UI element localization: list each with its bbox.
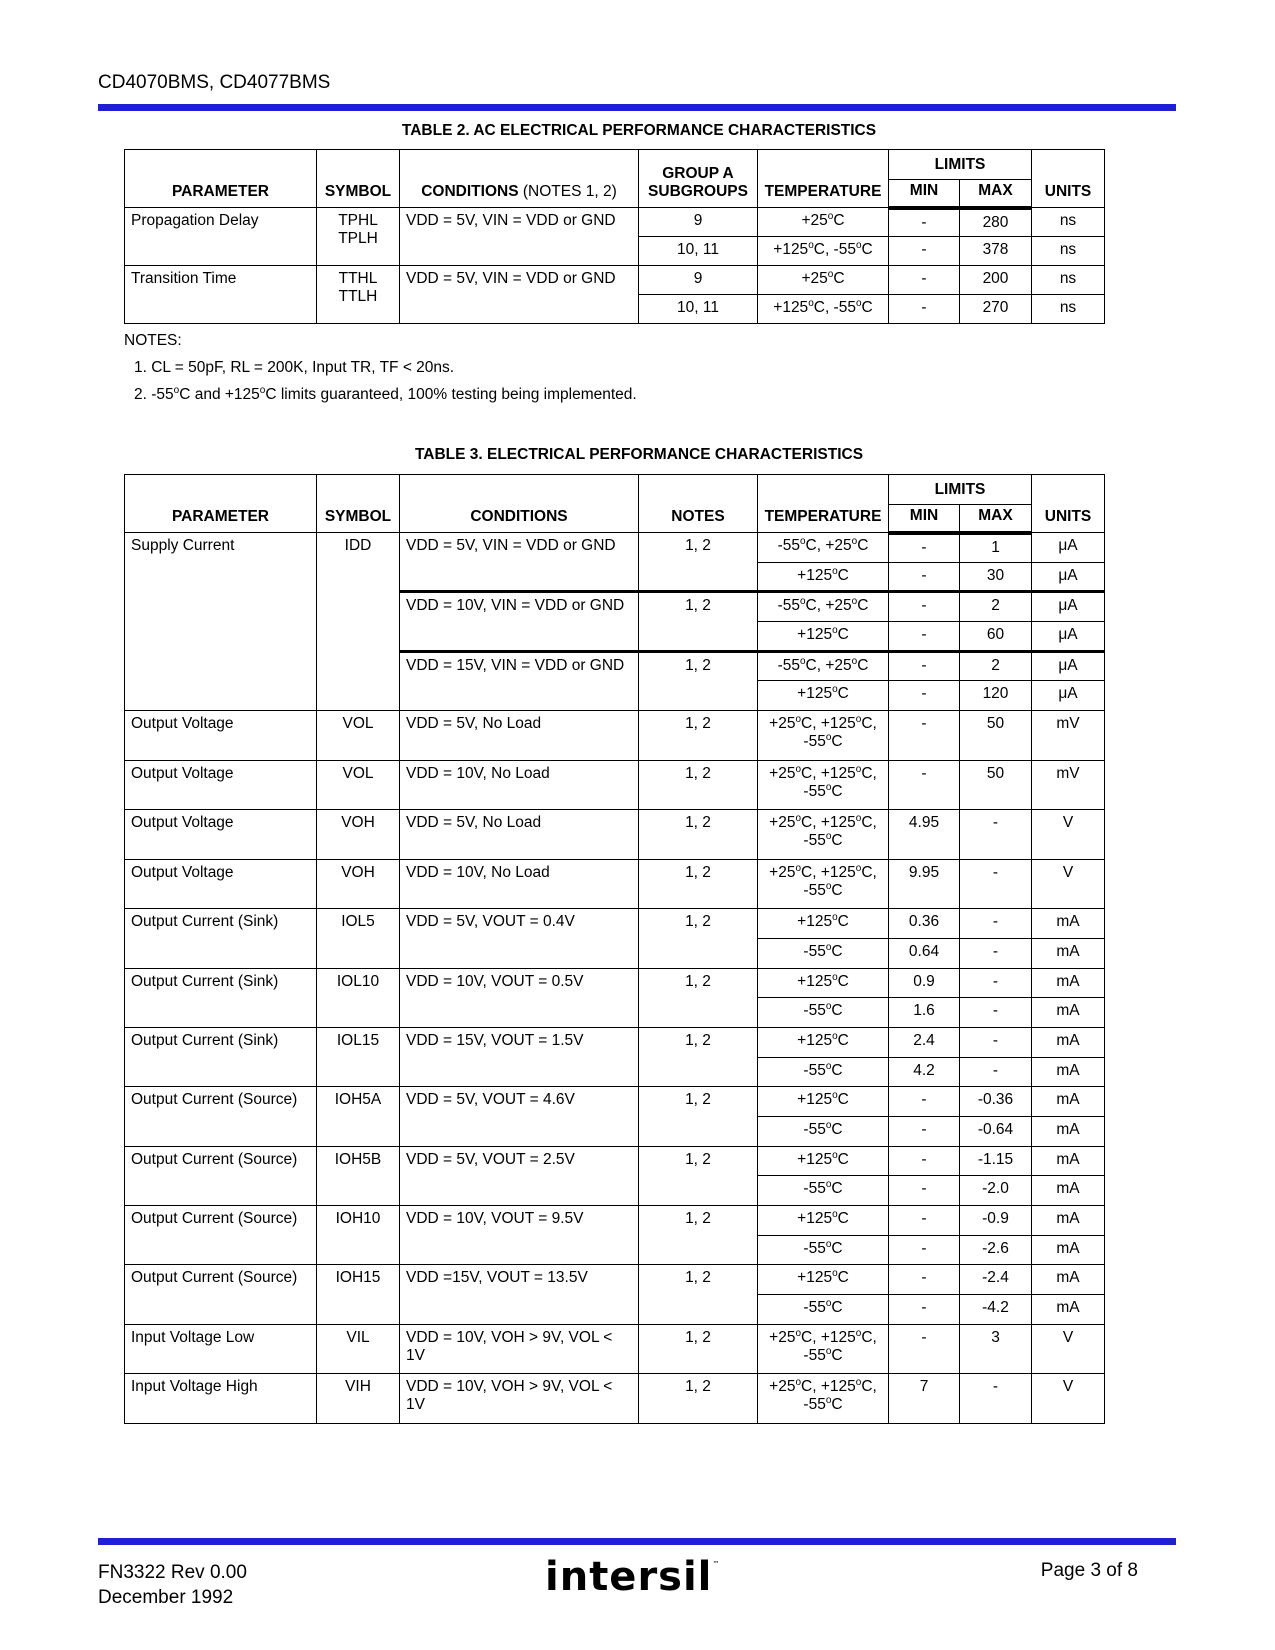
notes-cell: 1, 2 <box>639 1265 758 1324</box>
table3-header-min: MIN <box>889 505 960 533</box>
table2-header-temperature: TEMPERATURE <box>758 150 889 208</box>
units-cell: mA <box>1032 998 1105 1028</box>
footer-doc-number: FN3322 Rev 0.00 <box>98 1562 247 1583</box>
temperature-cell: $+25^oC$, $+125^oC$, -55$^o$C <box>758 859 889 909</box>
max-cell: 1 <box>960 533 1032 563</box>
min-cell: - <box>889 1206 960 1236</box>
symbol-cell: VOH <box>317 859 400 909</box>
units-cell: V <box>1032 1324 1105 1374</box>
temperature-cell: -55$^o$C <box>758 1176 889 1206</box>
temperature-cell: $+25^oC$, $+125^oC$, -55$^o$C <box>758 1374 889 1424</box>
notes-cell: 1, 2 <box>639 1146 758 1205</box>
table3-row <box>125 1265 1105 1295</box>
units-cell: mA <box>1032 1116 1105 1146</box>
table3-row <box>125 1087 1105 1117</box>
units-cell: ns <box>1032 237 1105 266</box>
table3-header-parameter: PARAMETER <box>125 475 317 533</box>
parameter-cell: Transition Time <box>125 266 317 324</box>
table3-title: TABLE 3. ELECTRICAL PERFORMANCE CHARACTERISTICS <box>414 446 864 463</box>
temperature-cell: $+125^oC$ <box>758 968 889 998</box>
parameter-cell: Output Voltage <box>125 760 317 810</box>
footer-rule <box>98 1538 1176 1545</box>
max-cell: 3 <box>960 1324 1032 1374</box>
notes-cell: 1, 2 <box>639 651 758 710</box>
notes-cell: 1, 2 <box>639 810 758 860</box>
parameter-cell: Supply Current <box>125 533 317 711</box>
intersil-logo: intersil™ <box>545 1554 721 1600</box>
max-cell: 50 <box>960 711 1032 761</box>
notes-cell: 1, 2 <box>639 859 758 909</box>
max-cell: -0.36 <box>960 1087 1032 1117</box>
max-cell: -2.4 <box>960 1265 1032 1295</box>
symbol-cell: VIH <box>317 1374 400 1424</box>
parameter-cell: Output Voltage <box>125 859 317 909</box>
conditions-cell: VDD = 5V, VOUT = 4.6V <box>400 1087 639 1146</box>
table3-row <box>125 810 1105 860</box>
table3-header-symbol: SYMBOL <box>317 475 400 533</box>
notes-cell: 1, 2 <box>639 711 758 761</box>
notes-cell: 1, 2 <box>639 1087 758 1146</box>
units-cell: mA <box>1032 1146 1105 1176</box>
temperature-cell: $+125^oC$ <box>758 681 889 711</box>
conditions-cell: VDD = 10V, VOH > 9V, VOL < 1V <box>400 1374 639 1424</box>
temperature-cell: $+25^oC$, $+125^oC$, -55$^o$C <box>758 1324 889 1374</box>
notes-cell: 1, 2 <box>639 1206 758 1265</box>
temperature-cell: -55$^o$C <box>758 1295 889 1325</box>
units-cell: mA <box>1032 1087 1105 1117</box>
min-cell: - <box>889 681 960 711</box>
parameter-cell: Output Voltage <box>125 711 317 761</box>
table3 <box>124 474 1105 1424</box>
table2-header-symbol: SYMBOL <box>317 150 400 208</box>
conditions-cell: VDD = 5V, No Load <box>400 810 639 860</box>
table2 <box>124 149 1105 324</box>
footer-doc-info <box>98 1560 247 1610</box>
temperature-cell: $+125^oC$ <box>758 1027 889 1057</box>
table3-row <box>125 1027 1105 1057</box>
table2-header-min: MIN <box>889 180 960 208</box>
units-cell: V <box>1032 859 1105 909</box>
parameter-cell: Output Current (Source) <box>125 1087 317 1146</box>
table2-row <box>125 266 1105 295</box>
units-cell: mA <box>1032 1265 1105 1295</box>
units-cell: mA <box>1032 938 1105 968</box>
notes-cell: 1, 2 <box>639 1324 758 1374</box>
table3-row <box>125 1324 1105 1374</box>
symbol-cell: IOL5 <box>317 909 400 968</box>
table2-header-units: UNITS <box>1032 150 1105 208</box>
max-cell: - <box>960 909 1032 939</box>
parameter-cell: Output Current (Source) <box>125 1146 317 1205</box>
max-cell: -4.2 <box>960 1295 1032 1325</box>
document-header-title: CD4070BMS, CD4077BMS <box>98 72 331 93</box>
units-cell: V <box>1032 810 1105 860</box>
notes-cell: 1, 2 <box>639 968 758 1027</box>
table2-header-parameter: PARAMETER <box>125 150 317 208</box>
max-cell: 30 <box>960 562 1032 592</box>
max-cell: 2 <box>960 592 1032 622</box>
note-2: 2. -55$^o$C and $+125^oC$ limits guaranteed, 100% testing being implemented. <box>134 385 637 403</box>
conditions-cell: VDD = 10V, VIN = VDD or GND <box>400 592 639 651</box>
symbol-cell: VOH <box>317 810 400 860</box>
min-cell: - <box>889 1324 960 1374</box>
subgroups-cell: 9 <box>639 266 758 295</box>
table3-row <box>125 711 1105 761</box>
temperature-cell: -55$^o$C <box>758 1235 889 1265</box>
temperature-cell: $+125^oC$, -55$^o$C <box>758 295 889 324</box>
temperature-cell: $+125^oC$ <box>758 1206 889 1236</box>
symbol-cell: IOH15 <box>317 1265 400 1324</box>
table3-row <box>125 533 1105 563</box>
conditions-cell: VDD = 5V, VIN = VDD or GND <box>400 266 639 324</box>
min-cell: 9.95 <box>889 859 960 909</box>
units-cell: μA <box>1032 651 1105 681</box>
min-cell: 0.9 <box>889 968 960 998</box>
table3-row <box>125 968 1105 998</box>
notes-cell: 1, 2 <box>639 1374 758 1424</box>
symbol-cell: VOL <box>317 711 400 761</box>
min-cell: - <box>889 533 960 563</box>
max-cell: 200 <box>960 266 1032 295</box>
table3-row <box>125 760 1105 810</box>
parameter-cell: Output Current (Source) <box>125 1206 317 1265</box>
parameter-cell: Input Voltage High <box>125 1374 317 1424</box>
table3-row <box>125 859 1105 909</box>
max-cell: -1.15 <box>960 1146 1032 1176</box>
temperature-cell: $+125^oC$ <box>758 1087 889 1117</box>
table3-header-max: MAX <box>960 505 1032 533</box>
symbol-cell: VIL <box>317 1324 400 1374</box>
max-cell: - <box>960 859 1032 909</box>
min-cell: 4.95 <box>889 810 960 860</box>
table3-header-temperature: TEMPERATURE <box>758 475 889 533</box>
max-cell: 280 <box>960 208 1032 237</box>
subgroups-cell: 10, 11 <box>639 237 758 266</box>
min-cell: - <box>889 208 960 237</box>
max-cell: 50 <box>960 760 1032 810</box>
temperature-cell: $+125^oC$ <box>758 909 889 939</box>
notes-cell: 1, 2 <box>639 1027 758 1086</box>
units-cell: μA <box>1032 681 1105 711</box>
table2-header-subgroups: GROUP A SUBGROUPS <box>639 150 758 208</box>
conditions-cell: VDD = 10V, VOUT = 9.5V <box>400 1206 639 1265</box>
min-cell: 1.6 <box>889 998 960 1028</box>
max-cell: - <box>960 938 1032 968</box>
max-cell: -0.9 <box>960 1206 1032 1236</box>
min-cell: 4.2 <box>889 1057 960 1087</box>
max-cell: - <box>960 1374 1032 1424</box>
parameter-cell: Output Current (Sink) <box>125 968 317 1027</box>
units-cell: μA <box>1032 622 1105 652</box>
table3-row <box>125 1146 1105 1176</box>
min-cell: 0.64 <box>889 938 960 968</box>
min-cell: 2.4 <box>889 1027 960 1057</box>
note-1: 1. CL = 50pF, RL = 200K, Input TR, TF < 20ns. <box>134 359 455 376</box>
min-cell: - <box>889 592 960 622</box>
max-cell: 120 <box>960 681 1032 711</box>
max-cell: - <box>960 968 1032 998</box>
min-cell: - <box>889 266 960 295</box>
min-cell: - <box>889 1146 960 1176</box>
max-cell: 270 <box>960 295 1032 324</box>
min-cell: - <box>889 1235 960 1265</box>
footer-date: December 1992 <box>98 1587 234 1608</box>
units-cell: V <box>1032 1374 1105 1424</box>
units-cell: mA <box>1032 1027 1105 1057</box>
temperature-cell: $+25^oC$ <box>758 208 889 237</box>
conditions-cell: VDD = 5V, VIN = VDD or GND <box>400 208 639 266</box>
parameter-cell: Output Voltage <box>125 810 317 860</box>
symbol-cell: IOL10 <box>317 968 400 1027</box>
symbol-cell: TPHL TPLH <box>317 208 400 266</box>
notes-cell: 1, 2 <box>639 909 758 968</box>
min-cell: - <box>889 760 960 810</box>
table3-header-limits: LIMITS <box>889 475 1032 505</box>
parameter-cell: Output Current (Source) <box>125 1265 317 1324</box>
symbol-cell: TTHL TTLH <box>317 266 400 324</box>
table3-header-units: UNITS <box>1032 475 1105 533</box>
max-cell: 60 <box>960 622 1032 652</box>
table2-header-conditions: CONDITIONS (NOTES 1, 2) <box>400 150 639 208</box>
table3-row <box>125 909 1105 939</box>
min-cell: - <box>889 1265 960 1295</box>
conditions-cell: VDD = 10V, VOH > 9V, VOL < 1V <box>400 1324 639 1374</box>
conditions-cell: VDD = 5V, VOUT = 0.4V <box>400 909 639 968</box>
subgroups-cell: 9 <box>639 208 758 237</box>
conditions-cell: VDD = 10V, No Load <box>400 760 639 810</box>
notes-cell: 1, 2 <box>639 760 758 810</box>
parameter-cell: Output Current (Sink) <box>125 909 317 968</box>
max-cell: - <box>960 1027 1032 1057</box>
temperature-cell: $+125^oC$ <box>758 562 889 592</box>
table3-row <box>125 1374 1105 1424</box>
units-cell: μA <box>1032 592 1105 622</box>
max-cell: 2 <box>960 651 1032 681</box>
temperature-cell: $+125^oC$ <box>758 1146 889 1176</box>
temperature-cell: $+125^oC$ <box>758 1265 889 1295</box>
table3-header-notes: NOTES <box>639 475 758 533</box>
symbol-cell: IOL15 <box>317 1027 400 1086</box>
units-cell: mA <box>1032 1206 1105 1236</box>
conditions-cell: VDD = 5V, VIN = VDD or GND <box>400 533 639 592</box>
symbol-cell: IOH5A <box>317 1087 400 1146</box>
temperature-cell: $+125^oC$ <box>758 622 889 652</box>
conditions-cell: VDD = 5V, VOUT = 2.5V <box>400 1146 639 1205</box>
conditions-cell: VDD = 15V, VOUT = 1.5V <box>400 1027 639 1086</box>
units-cell: mV <box>1032 711 1105 761</box>
max-cell: -2.6 <box>960 1235 1032 1265</box>
min-cell: 7 <box>889 1374 960 1424</box>
footer-page-number: Page 3 of 8 <box>1040 1560 1138 1581</box>
temperature-cell: -55$^o$C <box>758 998 889 1028</box>
units-cell: mA <box>1032 1057 1105 1087</box>
temperature-cell: $-55^oC$, $+25^oC$ <box>758 592 889 622</box>
temperature-cell: -55$^o$C <box>758 938 889 968</box>
temperature-cell: $+25^oC$ <box>758 266 889 295</box>
units-cell: μA <box>1032 562 1105 592</box>
table2-header-limits: LIMITS <box>889 150 1032 180</box>
table2-title: TABLE 2. AC ELECTRICAL PERFORMANCE CHARACTERISTICS <box>401 122 877 139</box>
min-cell: - <box>889 711 960 761</box>
symbol-cell: IDD <box>317 533 400 711</box>
min-cell: - <box>889 237 960 266</box>
max-cell: -2.0 <box>960 1176 1032 1206</box>
conditions-cell: VDD = 15V, VIN = VDD or GND <box>400 651 639 710</box>
subgroups-cell: 10, 11 <box>639 295 758 324</box>
table2-notes <box>124 332 637 413</box>
min-cell: - <box>889 651 960 681</box>
units-cell: mA <box>1032 968 1105 998</box>
temperature-cell: $+25^oC$, $+125^oC$, -55$^o$C <box>758 711 889 761</box>
conditions-cell: VDD = 10V, VOUT = 0.5V <box>400 968 639 1027</box>
min-cell: - <box>889 295 960 324</box>
notes-label: NOTES: <box>124 332 182 349</box>
symbol-cell: VOL <box>317 760 400 810</box>
table2-header-max: MAX <box>960 180 1032 208</box>
temperature-cell: -55$^o$C <box>758 1116 889 1146</box>
max-cell: - <box>960 810 1032 860</box>
units-cell: μA <box>1032 533 1105 563</box>
temperature-cell: $-55^oC$, $+25^oC$ <box>758 533 889 563</box>
header-rule <box>98 104 1176 111</box>
units-cell: ns <box>1032 295 1105 324</box>
conditions-cell: VDD =15V, VOUT = 13.5V <box>400 1265 639 1324</box>
units-cell: mA <box>1032 1176 1105 1206</box>
units-cell: mA <box>1032 909 1105 939</box>
units-cell: mA <box>1032 1235 1105 1265</box>
temperature-cell: $-55^oC$, $+25^oC$ <box>758 651 889 681</box>
parameter-cell: Input Voltage Low <box>125 1324 317 1374</box>
notes-cell: 1, 2 <box>639 533 758 592</box>
temperature-cell: -55$^o$C <box>758 1057 889 1087</box>
min-cell: - <box>889 1087 960 1117</box>
units-cell: mA <box>1032 1295 1105 1325</box>
temperature-cell: $+25^oC$, $+125^oC$, -55$^o$C <box>758 810 889 860</box>
parameter-cell: Output Current (Sink) <box>125 1027 317 1086</box>
table3-row <box>125 1206 1105 1236</box>
symbol-cell: IOH5B <box>317 1146 400 1205</box>
units-cell: mV <box>1032 760 1105 810</box>
units-cell: ns <box>1032 266 1105 295</box>
notes-cell: 1, 2 <box>639 592 758 651</box>
min-cell: - <box>889 1295 960 1325</box>
conditions-cell: VDD = 10V, No Load <box>400 859 639 909</box>
max-cell: 378 <box>960 237 1032 266</box>
units-cell: ns <box>1032 208 1105 237</box>
min-cell: - <box>889 562 960 592</box>
min-cell: - <box>889 1176 960 1206</box>
max-cell: - <box>960 998 1032 1028</box>
parameter-cell: Propagation Delay <box>125 208 317 266</box>
min-cell: 0.36 <box>889 909 960 939</box>
temperature-cell: $+125^oC$, -55$^o$C <box>758 237 889 266</box>
min-cell: - <box>889 1116 960 1146</box>
max-cell: - <box>960 1057 1032 1087</box>
conditions-cell: VDD = 5V, No Load <box>400 711 639 761</box>
symbol-cell: IOH10 <box>317 1206 400 1265</box>
min-cell: - <box>889 622 960 652</box>
temperature-cell: $+25^oC$, $+125^oC$, -55$^o$C <box>758 760 889 810</box>
table3-header-conditions: CONDITIONS <box>400 475 639 533</box>
table2-row <box>125 208 1105 237</box>
max-cell: -0.64 <box>960 1116 1032 1146</box>
